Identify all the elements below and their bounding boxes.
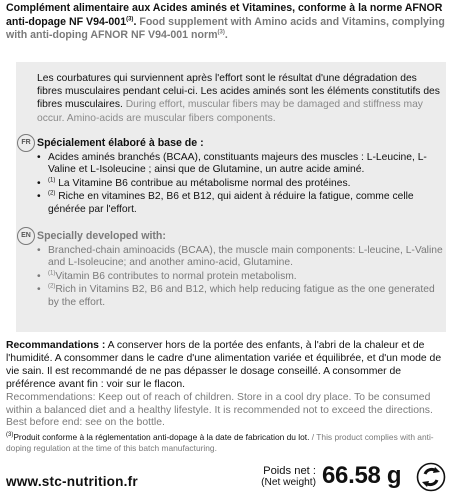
- description-fr: Complément alimentaire aux Acides aminés et Vitamines, conforme à la norme AFNOR anti-dopage NF V94-001: [6, 2, 443, 28]
- en-badge-icon: EN: [17, 227, 35, 245]
- list-item-text: Vitamin B6 contributes to normal protein metabolism.: [55, 270, 297, 282]
- recommendations-fr-text: A conserver hors de la portée des enfants, à l'abri de la chaleur et de l'humidité. A consommer dans le cadre d'une alimentation variée et équilibrée, et d'un mode de vie sain. Il est recommandé de ne pas dépasser le dosage conseillé. A consommer de préférence avant fin : voir sur le flacon.: [6, 340, 442, 390]
- footnote-separator: /: [309, 432, 317, 442]
- recommendations-en-label: Recommendations:: [6, 391, 96, 403]
- footnote-ref: (1): [48, 177, 56, 184]
- list-item: [37, 191, 445, 216]
- recycle-icon: [416, 462, 446, 492]
- list-item: [37, 245, 445, 270]
- fr-badge-icon: FR: [17, 134, 35, 152]
- description-en-end: .: [224, 29, 228, 42]
- footnote-ref: (2): [48, 283, 56, 290]
- recommendations-fr-label: Recommandations :: [6, 340, 106, 351]
- footnote-ref: (2): [48, 190, 56, 197]
- footnote-ref: (3): [126, 16, 134, 23]
- website-link[interactable]: www.stc-nutrition.fr: [6, 474, 138, 489]
- fr-section-title: Spécialement élaboré à base de :: [37, 137, 204, 149]
- intro-en: During effort, muscular fibers may be damaged and stiffness may occur. Amino-acids are muscular fibers components.: [37, 99, 423, 124]
- description-fr-end: .: [133, 15, 137, 28]
- list-item: [37, 152, 445, 177]
- list-item-text: Rich in Vitamins B2, B6 and B12, which help reducing fatigue as the one generated by the effort.: [48, 284, 435, 308]
- footnote-ref: (1): [48, 270, 56, 277]
- list-item: [37, 284, 445, 309]
- recommendations-fr: [6, 340, 452, 392]
- net-weight-label-en: (Net weight): [261, 477, 316, 489]
- description-en: Food supplement with Amino acids and Vitamins, complying with anti-doping AFNOR NF V94-001 norm: [6, 15, 445, 42]
- recommendations: [6, 340, 452, 430]
- list-item-text: Riche en vitamines B2, B6 et B12, qui aident à réduire la fatigue, comme celle générée par l'effort.: [48, 191, 414, 215]
- en-section-title: Specially developed with:: [37, 230, 166, 242]
- recommendations-en: [6, 392, 452, 431]
- footnote-en: This product complies with anti-doping regulation at the time of this batch manufacturing.: [6, 432, 434, 453]
- footnote-ref: (3): [217, 29, 225, 36]
- list-item-text: La Vitamine B6 contribue au métabolisme normal des protéines.: [55, 177, 351, 189]
- net-weight-value: 66.58 g: [322, 462, 402, 489]
- fr-ingredient-list: [37, 152, 445, 217]
- net-weight-label: [226, 465, 316, 490]
- intro-text: [37, 72, 442, 125]
- list-item-text: Acides aminés branchés (BCAA), constituants majeurs des muscles : L-Leucine, L-Valine et L-Isoleucine ; ainsi que de Glutamine, un autre acide aminé.: [48, 152, 427, 176]
- product-description: [6, 2, 451, 43]
- list-item: [37, 178, 445, 190]
- list-item-text: Branched-chain aminoacids (BCAA), the muscle main components: L-leucine, L-Valine and L-Isoleucine; and another amino-acid, Glutamine.: [48, 245, 443, 269]
- footnote-fr: Produit conforme à la réglementation anti-dopage à la date de fabrication du lot.: [13, 432, 310, 442]
- footnote: [6, 432, 452, 454]
- intro-fr: Les courbatures qui surviennent après l'effort sont le résultat d'une dégradation des fibres musculaires pendant celui-ci. Les acides aminés sont les éléments constitutifs des fibres musculaires.: [37, 73, 440, 111]
- footnote-ref: (3): [6, 432, 14, 439]
- recommendations-en-text: Keep out of reach of children. Store in a cool dry place. To be consumed within a balanced diet and a healthy lifestyle. It is recommended not to exceed the directions. Best before end: see on the bottle.: [6, 391, 433, 429]
- en-ingredient-list: [37, 245, 445, 310]
- net-weight-label-fr: Poids net :: [263, 465, 316, 477]
- list-item: [37, 271, 445, 283]
